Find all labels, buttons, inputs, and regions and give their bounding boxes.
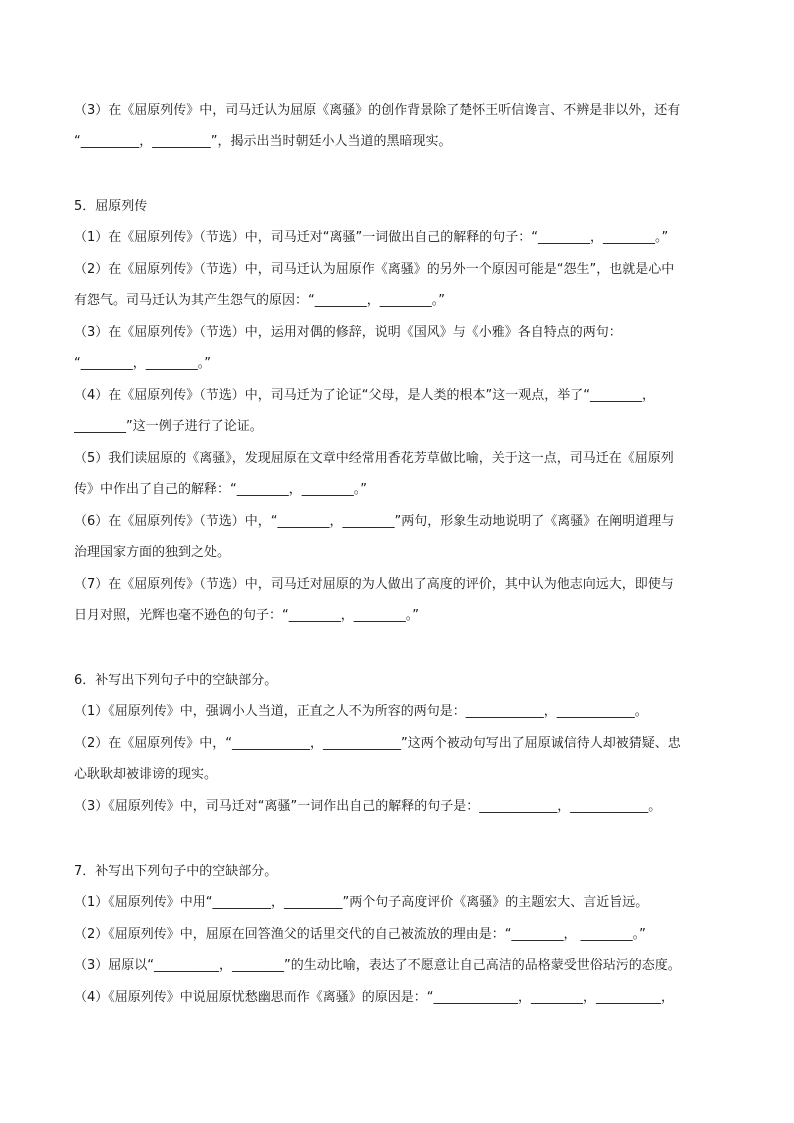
text-line: （1）在《屈原列传》（节选）中，司马迁对“离骚”一词做出自己的解释的句子：“________，________。” [74, 230, 669, 245]
text-line: “________，________。” [74, 356, 211, 371]
text-line: （2）在《屈原列传》（节选）中，司马迁认为屈原作《离骚》的另外一个原因可能是“怨生”，也就是心中 [74, 262, 675, 277]
section-heading: 6．补写出下列句子中的空缺部分。 [74, 673, 278, 688]
text-line: 有怨气。司马迁认为其产生怨气的原因：“________，________。” [74, 293, 445, 308]
text-line: 传》中作出了自己的解释：“________，________。” [74, 482, 367, 497]
text-line: （2）在《屈原列传》中，“____________，____________”这两个被动句写出了屈原诚信待人却被猜疑、忠 [74, 736, 681, 751]
section-heading: 7．补写出下列句子中的空缺部分。 [74, 864, 278, 879]
text-line: （2）《屈原列传》中，屈原在回答渔父的话里交代的自己被流放的理由是：“________， ________。” [74, 927, 646, 942]
text-line: （1）《屈原列传》中，强调小人当道，正直之人不为所容的两句是：____________，____________。 [74, 704, 648, 719]
text-line: ________”这一例子进行了论证。 [74, 419, 263, 434]
text-line: （1）《屈原列传》中用“_________，_________”两个句子高度评价《离骚》的主题宏大、言近旨远。 [74, 895, 649, 910]
text-line: （6）在《屈原列传》（节选）中，“________，________”两句，形象生动地说明了《离骚》在阐明道理与 [74, 514, 675, 529]
text-line: （7）在《屈原列传》（节选）中，司马迁对屈原的为人做出了高度的评价，其中认为他志向远大，即使与 [74, 577, 674, 592]
text-line: （3）《屈原列传》中，司马迁对“离骚”一词作出自己的解释的句子是：____________，____________。 [74, 799, 662, 814]
text-line: 心耿耿却被诽谤的现实。 [74, 767, 218, 782]
text-line: （4）《屈原列传》中说屈原忧愁幽思而作《离骚》的原因是：“_____________，________，__________， [74, 990, 675, 1005]
section-heading: 5．屈原列传 [74, 199, 148, 214]
text-line: （3）在《屈原列传》中，司马迁认为屈原《离骚》的创作背景除了楚怀王听信谗言、不辨是非以外，还有 [74, 103, 681, 118]
text-line: （3）屈原以“__________，________”的生动比喻，表达了不愿意让自己高洁的品格蒙受世俗玷污的态度。 [74, 958, 681, 973]
text-line: （4）在《屈原列传》（节选）中，司马迁为了论证“父母，是人类的根本”这一观点，举了“________， [74, 388, 655, 403]
text-line: 治理国家方面的独到之处。 [74, 545, 231, 560]
text-line: “_________，_________”，揭示出当时朝廷小人当道的黑暗现实。 [74, 134, 452, 149]
text-line: （3）在《屈原列传》（节选）中，运用对偶的修辞，说明《国风》与《小雅》各自特点的两句： [74, 325, 622, 340]
text-line: （5）我们读屈原的《离骚》，发现屈原在文章中经常用香花芳草做比喻，关于这一点，司马迁在《屈原列 [74, 451, 674, 466]
text-line: 日月对照，光辉也毫不逊色的句子：“________，________。” [74, 608, 419, 623]
